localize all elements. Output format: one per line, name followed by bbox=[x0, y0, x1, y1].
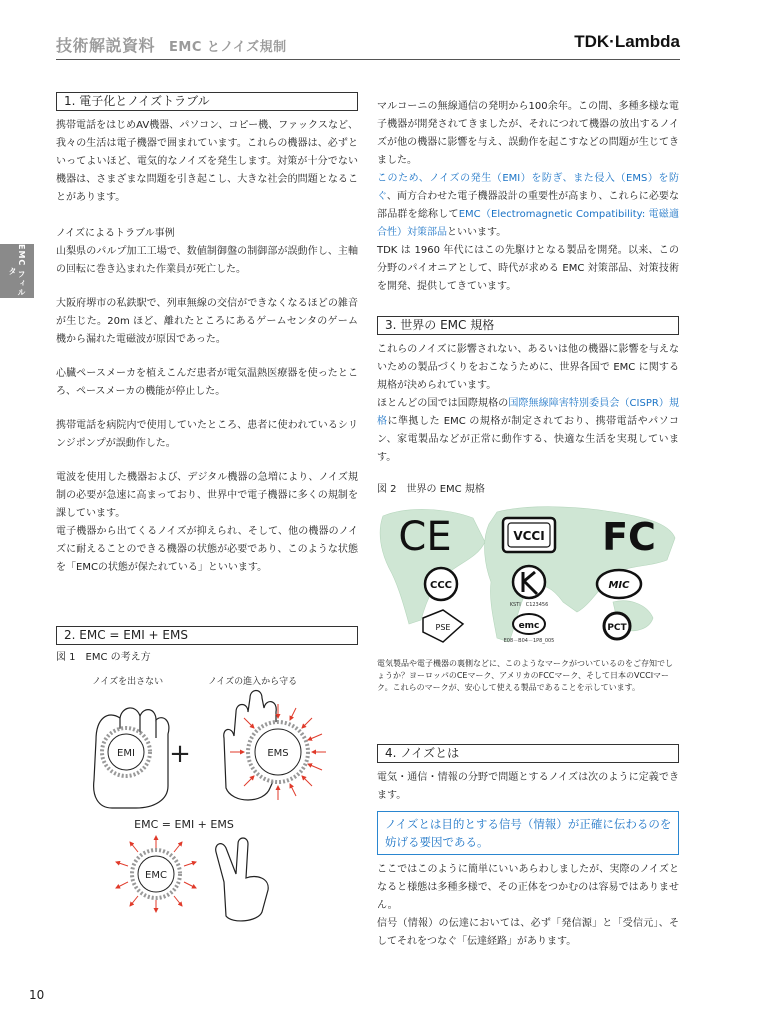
document-subtitle: EMC とノイズ規制 bbox=[169, 40, 287, 55]
section-4-paragraph-1: 電気・通信・情報の分野で問題とするノイズは次のように定義できます。 bbox=[377, 772, 679, 801]
label-no-emit: ノイズを出さない bbox=[92, 677, 164, 687]
ems-label: EMS bbox=[267, 748, 289, 759]
section-2-heading: 2. EMC = EMI + EMS bbox=[56, 626, 358, 645]
document-title bbox=[56, 33, 287, 56]
ccc-mark-text: CCC bbox=[429, 580, 453, 591]
side-chapter-tab bbox=[0, 244, 34, 298]
section-3 bbox=[377, 316, 679, 497]
emc-mark-subtext: E08－B04－1P8_005 bbox=[503, 638, 555, 644]
pse-mark bbox=[423, 610, 463, 642]
figure-2-label: 図 2 世界の EMC 規格 bbox=[377, 484, 485, 495]
ksti-mark-text: KSTI C123456 bbox=[509, 602, 549, 608]
emc-parts-highlight: EMC（Electromagnetic Compatibility: 電磁適合性）対策部品 bbox=[377, 209, 679, 238]
mic-mark bbox=[597, 570, 641, 598]
emi-label: EMI bbox=[117, 748, 135, 759]
trouble-case-3: 心臓ペースメーカを植えこんだ患者が電気温熱医療器を使ったところ、ペースメーカの機能が停止した。 bbox=[56, 368, 358, 397]
document-title-main: 技術解説資料 bbox=[56, 36, 156, 55]
vcci-mark-text: VCCI bbox=[513, 529, 545, 543]
ce-mark-text: CE bbox=[398, 514, 452, 560]
section-4-heading: 4. ノイズとは bbox=[377, 744, 679, 763]
history-paragraph: マルコーニの無線通信の発明から100余年。この間、多種多様な電子機器が開発されてきましたが、それにつれて機器の放出するノイズが他の機器に影響を与え、誤動作を起こすなどの問題が生じてきました。 bbox=[377, 101, 679, 166]
brand-logo: TDK·Lambda bbox=[574, 32, 680, 51]
ccc-mark bbox=[425, 568, 457, 600]
figure-1-label: 図 1 EMC の考え方 bbox=[56, 652, 151, 663]
figure-2-world-emc-marks bbox=[377, 502, 679, 652]
section-1-closing-2: 電子機器から出てくるノイズが抑えられ、そして、他の機器のノイズに耐えることのできる機器の状態が必要であり、このような状態を「EMCの状態が保たれている」といいます。 bbox=[56, 526, 358, 573]
peace-hand-illustration bbox=[216, 838, 269, 921]
trouble-case-1: 山梨県のパルプ加工工場で、数値制御盤の制御部が誤動作し、主軸の回転に巻き込まれた作業員が死亡した。 bbox=[56, 246, 358, 275]
gost-mark bbox=[604, 613, 630, 639]
emc-label: EMC bbox=[145, 870, 167, 881]
trouble-case-4: 携帯電話を病院内で使用していたところ、患者に使われているシリンジポンプが誤動作した。 bbox=[56, 420, 358, 449]
section-4 bbox=[377, 744, 679, 951]
mic-mark-text: MIC bbox=[608, 580, 630, 591]
emc-definition-paragraph: このため、ノイズの発生（EMI）を防ぎ、また侵入（EMS）を防ぐ、両方合わせた電子機器設計の重要性が高まり、これらに必要な部品群を総称してEMC（Electromagnetic Compatibility: 電磁適合性）対策部品といいます。 bbox=[377, 173, 680, 238]
section-2 bbox=[56, 626, 358, 665]
fcc-mark bbox=[602, 515, 656, 559]
ems-ring bbox=[248, 722, 308, 782]
tdk-pioneer-paragraph: TDK は 1960 年代にはこの先駆けとなる製品を開発。以来、この分野のパイオニアとして、時代が求める EMC 対策部品、対策技術を開発、提供してきています。 bbox=[377, 245, 679, 292]
section-1-intro: 携帯電話をはじめAV機器、パソコン、コピー機、ファックスなど、我々の生活は電子機器で囲まれています。これらの機器は、必ずといってよいほど、電気的なノイズを発生します。対策が十分でない機器は、さまざまな問題を引き起こし、大きな社会的問題となることがあります。 bbox=[56, 120, 358, 203]
emi-ems-highlight: このため、ノイズの発生（EMI）を防ぎ、また侵入（EMS）を防ぐ bbox=[377, 173, 679, 202]
figure-2-caption: 電気製品や電子機器の裏側などに、このようなマークがついているのをご存知でしょうか？ヨーロッパのCEマーク、アメリカのFCCマーク、そして日本のVCCIマーク。これらのマークが、安心して使える製品であることを示しています。 bbox=[377, 659, 673, 692]
cispr-highlight: 国際無線障害特別委員会（CISPR）規格 bbox=[377, 398, 680, 427]
ksti-mark bbox=[510, 566, 549, 608]
emi-ring bbox=[102, 728, 150, 776]
side-tab-label: EMC フィルタ bbox=[8, 244, 26, 298]
section-3-paragraph-2: ほとんどの国では国際規格の国際無線障害特別委員会（CISPR）規格に準拠した EMC の規格が制定されており、携帯電話やパソコン、家電製品などが正常に動作する、快適な生活を実現しています。 bbox=[377, 398, 680, 463]
trouble-cases-title: ノイズによるトラブル事例 bbox=[56, 228, 175, 239]
section-4-paragraph-3: 信号（情報）の伝達においては、必ず「発信源」と「受信元」、そしてそれをつなぐ「伝達経路」があります。 bbox=[377, 918, 679, 947]
fcc-mark-text: FC bbox=[602, 515, 656, 559]
emc-equation: EMC = EMI + EMS bbox=[134, 818, 234, 831]
page-number: 10 bbox=[29, 988, 45, 1002]
gost-mark-text: PCT bbox=[607, 623, 627, 633]
plus-sign: + bbox=[169, 739, 191, 769]
figure-1-emc-diagram bbox=[56, 668, 358, 928]
header-divider bbox=[56, 59, 680, 60]
trouble-case-2: 大阪府堺市の私鉄駅で、列車無線の交信ができなくなるほどの雑音が生じた。20m ほど、離れたところにあるゲームセンタのゲーム機から漏れた電磁波が原因であった。 bbox=[56, 298, 358, 345]
vcci-mark bbox=[503, 518, 555, 552]
emc-mark-text: emc bbox=[518, 621, 540, 631]
pse-mark-text: PSE bbox=[435, 623, 451, 632]
left-column bbox=[56, 92, 358, 577]
label-protect: ノイズの進入から守る bbox=[208, 677, 298, 687]
figure-2-caption-block bbox=[377, 658, 679, 694]
section-3-heading: 3. 世界の EMC 規格 bbox=[377, 316, 679, 335]
right-intro bbox=[377, 98, 679, 296]
emc-sphere bbox=[116, 836, 196, 912]
section-1-heading: 1. 電子化とノイズトラブル bbox=[56, 92, 358, 111]
section-3-paragraph-1: これらのノイズに影響されない、あるいは他の機器に影響を与えないための製品づくりをおこなうために、世界各国で EMC に関する規格が決められています。 bbox=[377, 344, 679, 391]
section-4-paragraph-2: ここではこのように簡単にいいあらわしましたが、実際のノイズとなると様態は多種多様で、その正体をつかむのは容易ではありません。 bbox=[377, 864, 679, 911]
noise-definition-callout: ノイズとは目的とする信号（情報）が正確に伝わるのを妨げる要因である。 bbox=[377, 811, 679, 855]
ce-mark bbox=[398, 514, 451, 560]
section-1-closing-1: 電波を使用した機器および、デジタル機器の急増により、ノイズ規制の必要が急速に高まっており、世界中で電子機器に多くの規制を課しています。 bbox=[56, 472, 358, 519]
